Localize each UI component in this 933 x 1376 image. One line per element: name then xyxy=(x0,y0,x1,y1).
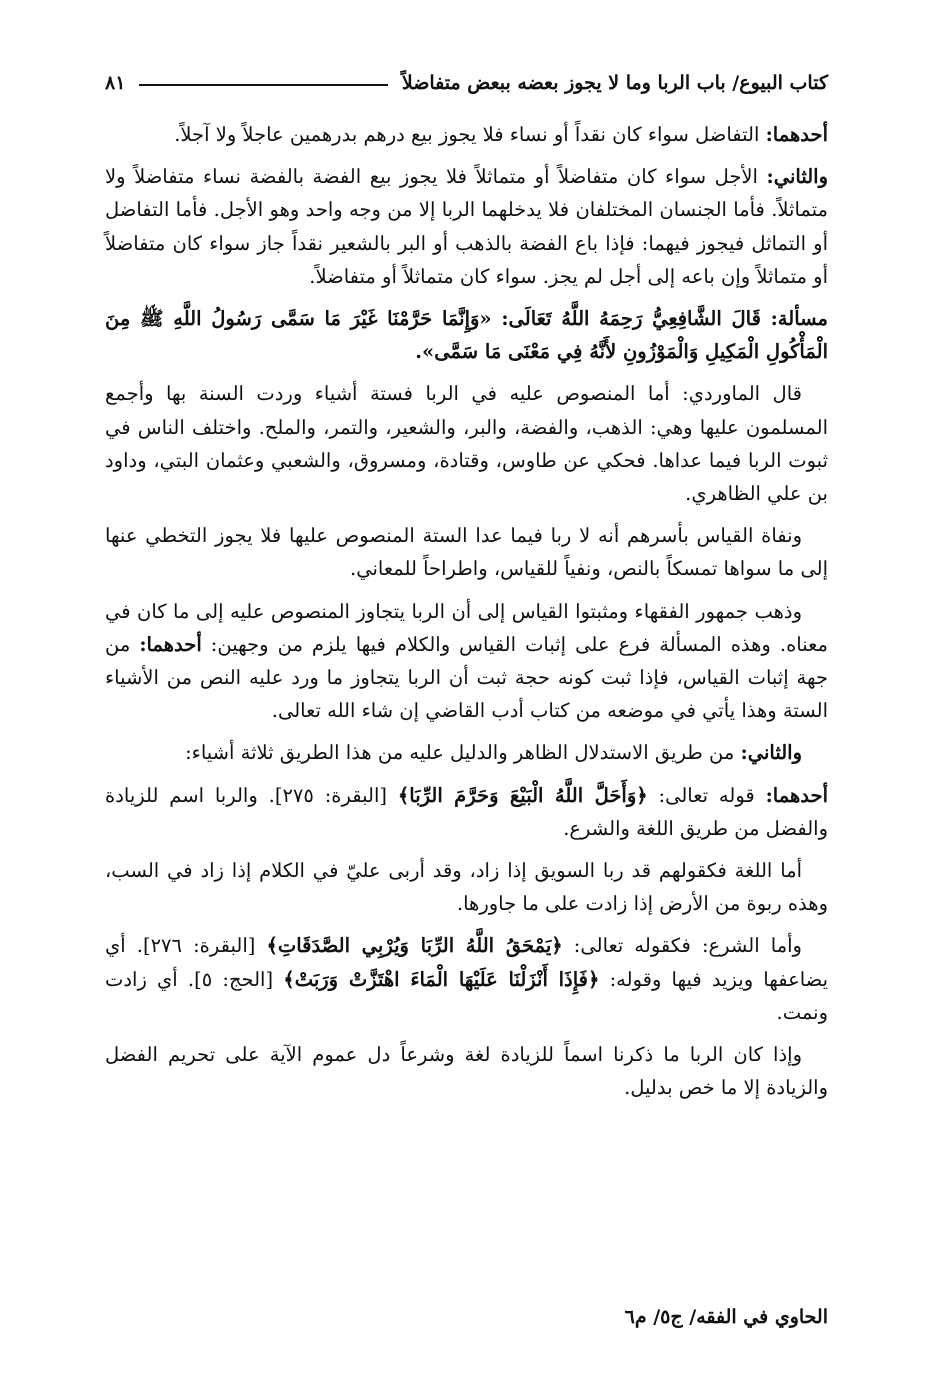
paragraph-text: قوله تعالى: xyxy=(647,783,766,807)
paragraph-8 xyxy=(105,779,828,845)
paragraph-text-3: [الحج: ٥]. أي زادت ونمت. xyxy=(105,967,828,1024)
paragraph-2 xyxy=(105,160,828,293)
paragraph-text-2: من جهة إثبات القياس، فإذا ثبت كونه حجة ثبت أن الربا يتجاوز ما ورد عليه النص من الأشياء الستة وهذا يأتي في موضعه من كتاب أدب القاضي إن شاء الله تعالى. xyxy=(105,632,828,723)
paragraph-3 xyxy=(105,302,828,368)
quran-verse-2: ﴿فَإِذَا أَنْزَلْنَا عَلَيْهَا الْمَاءَ اهْتَزَّتْ وَرَبَتْ﴾ xyxy=(283,967,600,991)
paragraph-text-2: [البقرة: ٢٧٦]. أي يضاعفها ويزيد فيها وقوله: xyxy=(105,934,829,991)
paragraph-lead: والثاني: xyxy=(766,165,828,189)
quran-verse: ﴿يَمْحَقُ اللَّهُ الرِّبَا وَيُرْبِي الصَّدَقَاتِ﴾ xyxy=(266,934,563,958)
paragraph-1 xyxy=(105,118,828,151)
paragraph-text: وذهب جمهور الفقهاء ومثبتوا القياس إلى أن الربا يتجاوز المنصوص عليه إلى ما كان في معناه. وهذه المسألة فرع على إثبات القياس والكلام فيها يلزم من وجهين: xyxy=(105,599,828,656)
paragraph-text: قال الماوردي: أما المنصوص عليه في الربا فستة أشياء وردت السنة بها وأجمع المسلمون عليها وهي: الذهب، والفضة، والبر، والشعير، والتمر، والملح. واختلف الناس في ثبوت الربا فيما عداها. فحكي عن طاوس، وقتادة، ومسروق، والشعبي وعثمان البتي، وداود بن علي الظاهري. xyxy=(105,382,828,506)
paragraph-5 xyxy=(105,519,828,585)
paragraph-text: وإذا كان الربا ما ذكرنا اسماً للزيادة لغة وشرعاً دل عموم الآية على تحريم الفضل والزيادة إلا ما خص بدليل. xyxy=(105,1043,828,1100)
quran-verse: ﴿وَأَحَلَّ اللَّهُ الْبَيْعَ وَحَرَّمَ الرِّبَا﴾ xyxy=(397,783,648,807)
paragraph-9 xyxy=(105,854,828,920)
paragraph-lead: أحدهما: xyxy=(765,783,828,807)
paragraph-text-2: [البقرة: ٢٧٥]. والربا اسم للزيادة والفضل من طريق اللغة والشرع. xyxy=(105,783,828,840)
paragraph-text: وأما الشرع: فكقوله تعالى: xyxy=(562,934,802,958)
paragraph-lead: أحدهما: xyxy=(765,123,828,146)
running-header xyxy=(105,66,828,100)
paragraph-text: قَالَ الشَّافِعِيُّ رَحِمَهُ اللَّهُ تَعَالَى: «وَإِنَّمَا حَرَّمْنَا غَيْرَ مَا سَمَّى رَسُولُ اللَّهِ ﷺ مِنَ الْمَأْكُولِ الْمَكِيلِ وَالْمَوْزُونِ لأَنَّهُ فِي مَعْنَى مَا سَمَّى». xyxy=(105,307,828,364)
paragraph-lead: مسألة: xyxy=(770,307,828,331)
paragraph-10 xyxy=(105,929,828,1029)
paragraph-text: ونفاة القياس بأسرهم أنه لا ربا فيما عدا الستة المنصوص عليها فلا يجوز التخطي عنها إلى ما سواها تمسكاً بالنص، ونفياً للقياس، واطراحاً للمعاني. xyxy=(105,524,828,581)
page-body xyxy=(105,118,828,1113)
header-title: كتاب البيوع/ باب الربا وما لا يجوز بعضه ببعض متفاضلاً xyxy=(401,72,828,94)
paragraph-7 xyxy=(105,736,828,769)
paragraph-4 xyxy=(105,377,828,510)
paragraph-lead-2: أحدهما: xyxy=(139,632,202,656)
paragraph-6 xyxy=(105,595,828,728)
page-footer: الحاوي في الفقه/ ج٥/ م٦ xyxy=(624,1306,828,1328)
paragraph-text: التفاضل سواء كان نقداً أو نساء فلا يجوز بيع درهم بدرهمين عاجلاً ولا آجلاً. xyxy=(174,123,766,146)
page-number: ٨١ xyxy=(105,72,126,94)
paragraph-text: أما اللغة فكقولهم قد ربا السويق إذا زاد، وقد أربى عليّ في الكلام إذا زاد في السب، وهذه ربوة من الأرض إذا زادت على ما جاورها. xyxy=(105,859,828,916)
paragraph-text: الأجل سواء كان متفاضلاً أو متماثلاً فلا يجوز بيع الفضة بالفضة نساء متفاضلاً ولا متماثلاً. فأما الجنسان المختلفان فلا يدخلهما الربا إلا من وجه واحد وهو الأجل. فأما التفاضل أو التماثل فيجوز فيهما: فإذا باع الفضة بالذهب أو البر بالشعير نقداً جاز سواء كان متفاضلاً أو متماثلاً وإن باعه إلى أجل لم يجز. سواء كان متماثلاً أو متفاضلاً. xyxy=(105,165,828,288)
header-rule xyxy=(139,84,387,86)
paragraph-text: من طريق الاستدلال الظاهر والدليل عليه من هذا الطريق ثلاثة أشياء: xyxy=(185,741,741,765)
paragraph-lead: والثاني: xyxy=(740,741,802,765)
paragraph-11 xyxy=(105,1038,828,1104)
